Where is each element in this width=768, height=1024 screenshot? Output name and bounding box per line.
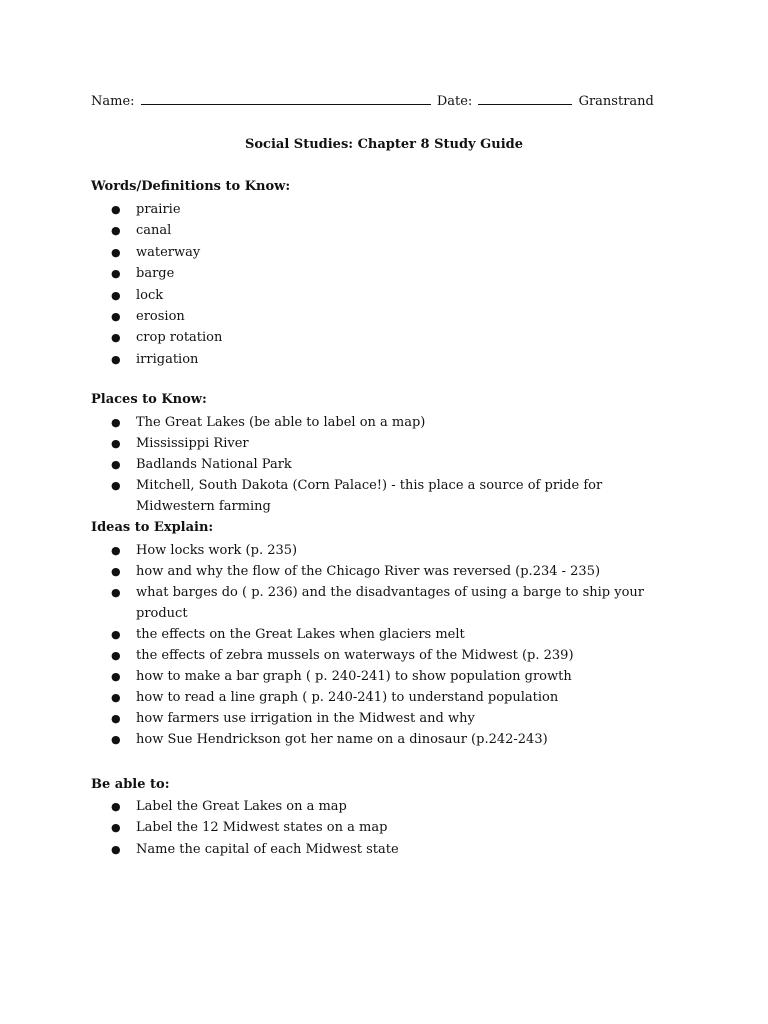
bullet-icon: ● [111, 310, 121, 324]
bullet-icon: ● [111, 203, 121, 216]
ideas-list [111, 540, 671, 750]
list-item: ● prairie [111, 199, 671, 220]
words-list [111, 199, 671, 370]
places-list [111, 412, 671, 517]
bullet-icon: ● [111, 691, 121, 704]
list-item: ● crop rotation [111, 327, 671, 348]
list-item: ● Mitchell, South Dakota (Corn Palace!) - this place a source of pride for Midwestern farming [111, 475, 671, 517]
bullet-icon: ● [111, 565, 121, 578]
list-item: ● Label the Great Lakes on a map [111, 796, 671, 817]
bullet-icon: ● [111, 712, 121, 725]
list-item: ● how to make a bar graph ( p. 240-241) to show population growth [111, 666, 671, 687]
list-item: ● the effects on the Great Lakes when glaciers melt [111, 624, 671, 645]
page-title: Social Studies: Chapter 8 Study Guide [245, 137, 523, 152]
list-item: ● waterway [111, 242, 671, 263]
bullet-icon: ● [111, 267, 121, 281]
bullet-icon: ● [111, 649, 121, 662]
bullet-icon: ● [111, 628, 121, 641]
bullet-icon: ● [111, 458, 121, 471]
list-item: ● what barges do ( p. 236) and the disadvantages of using a barge to ship your product [111, 582, 671, 624]
name-blank [141, 92, 431, 105]
bullet-icon: ● [111, 821, 121, 835]
bullet-icon: ● [111, 733, 121, 746]
list-item: ● erosion [111, 306, 671, 327]
list-item: ● how farmers use irrigation in the Midwest and why [111, 708, 671, 729]
bullet-icon: ● [111, 479, 121, 492]
list-item: ● how and why the flow of the Chicago River was reversed (p.234 - 235) [111, 561, 671, 582]
list-item: ● barge [111, 263, 671, 284]
bullet-icon: ● [111, 245, 121, 259]
ideas-heading: Ideas to Explain: [91, 520, 214, 535]
bullet-icon: ● [111, 842, 121, 856]
list-item: ● how Sue Hendrickson got her name on a dinosaur (p.242-243) [111, 729, 671, 750]
date-label: Date: [436, 94, 473, 109]
list-item: ● the effects of zebra mussels on waterways of the Midwest (p. 239) [111, 645, 671, 666]
list-item: ● Name the capital of each Midwest state [111, 839, 671, 860]
date-blank [478, 92, 572, 105]
bullet-icon: ● [111, 586, 121, 599]
name-label: Name: [91, 94, 135, 109]
list-item: ● how to read a line graph ( p. 240-241) to understand population [111, 687, 671, 708]
bullet-icon: ● [111, 416, 121, 429]
bullet-icon: ● [111, 288, 121, 302]
bullet-icon: ● [111, 670, 121, 683]
able-list [111, 796, 671, 860]
places-heading: Places to Know: [91, 392, 207, 407]
list-item: ● Label the 12 Midwest states on a map [111, 817, 671, 838]
words-heading: Words/Definitions to Know: [91, 179, 291, 194]
teacher-name: Granstrand [578, 94, 654, 109]
able-heading: Be able to: [91, 777, 170, 792]
bullet-icon: ● [111, 331, 121, 345]
list-item: ● How locks work (p. 235) [111, 540, 671, 561]
bullet-icon: ● [111, 224, 121, 238]
list-item: ● canal [111, 220, 671, 241]
header-line [91, 92, 654, 112]
list-item: ● Badlands National Park [111, 454, 671, 475]
list-item: ● Mississippi River [111, 433, 671, 454]
bullet-icon: ● [111, 800, 121, 813]
list-item: ● The Great Lakes (be able to label on a map) [111, 412, 671, 433]
bullet-icon: ● [111, 352, 121, 366]
bullet-icon: ● [111, 544, 121, 557]
bullet-icon: ● [111, 437, 121, 450]
list-item: ● irrigation [111, 349, 671, 370]
list-item: ● lock [111, 285, 671, 306]
